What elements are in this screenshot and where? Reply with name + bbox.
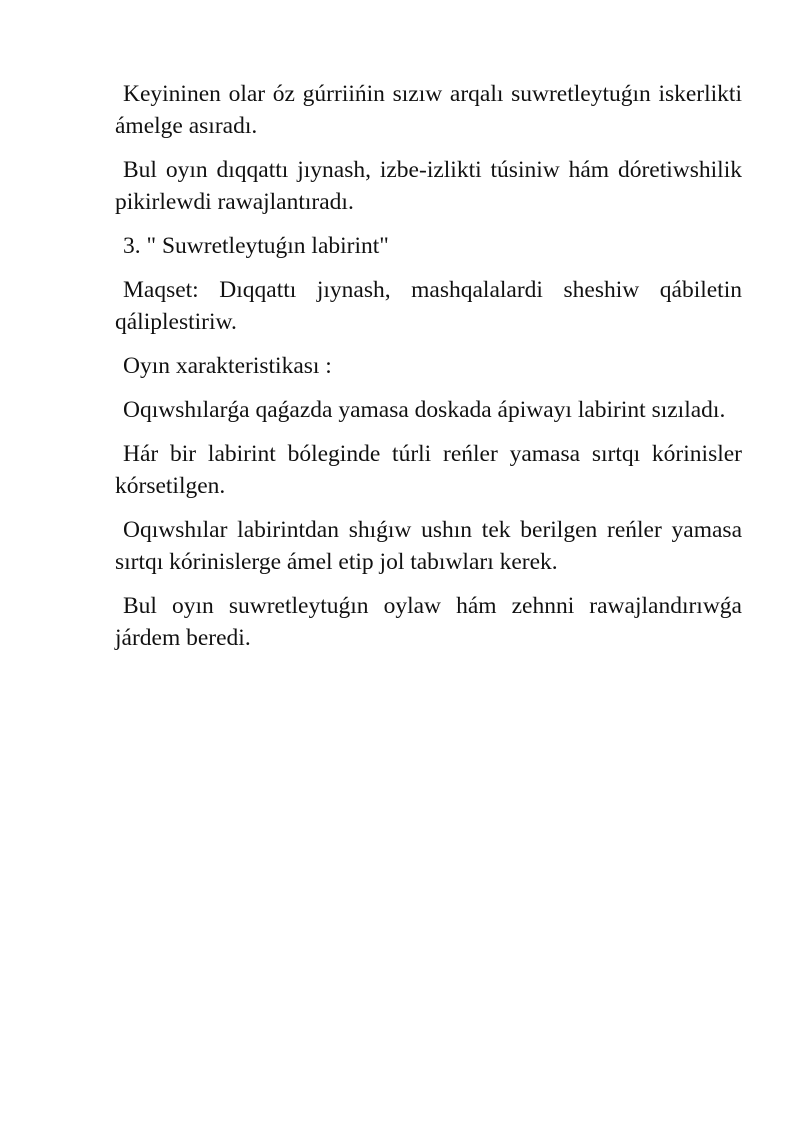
paragraph-1: Keyininen olar óz gúrriińin sızıw arqalı suwretleytuǵın iskerlikti ámelge asıradı.	[115, 81, 742, 139]
paragraph-2: Bul oyın dıqqattı jıynash, izbe-izlikti túsiniw hám dóretiwshilik pikirlewdi rawajlantıradı.	[115, 157, 742, 215]
paragraph-9: Bul oyın suwretleytuǵın oylaw hám zehnni rawajlandırıwǵa járdem beredi.	[115, 593, 742, 651]
section-heading: 3. " Suwretleytuǵın labirint"	[123, 233, 389, 259]
paragraph-7: Hár bir labirint bóleginde túrli reńler yamasa sırtqı kórinisler kórsetilgen.	[115, 441, 742, 499]
paragraph-goal: Maqset: Dıqqattı jıynash, mashqalalardi sheshiw qábiletin qáliplestiriw.	[115, 277, 742, 335]
document-page	[115, 78, 742, 666]
paragraph-characteristics-label: Oyın xarakteristikası :	[123, 353, 332, 379]
paragraph-6: Oqıwshılarǵa qaǵazda yamasa doskada ápiwayı labirint sızıladı.	[123, 397, 726, 423]
paragraph-8: Oqıwshılar labirintdan shıǵıw ushın tek berilgen reńler yamasa sırtqı kórinislerge ámel etip jol tabıwları kerek.	[115, 517, 742, 575]
